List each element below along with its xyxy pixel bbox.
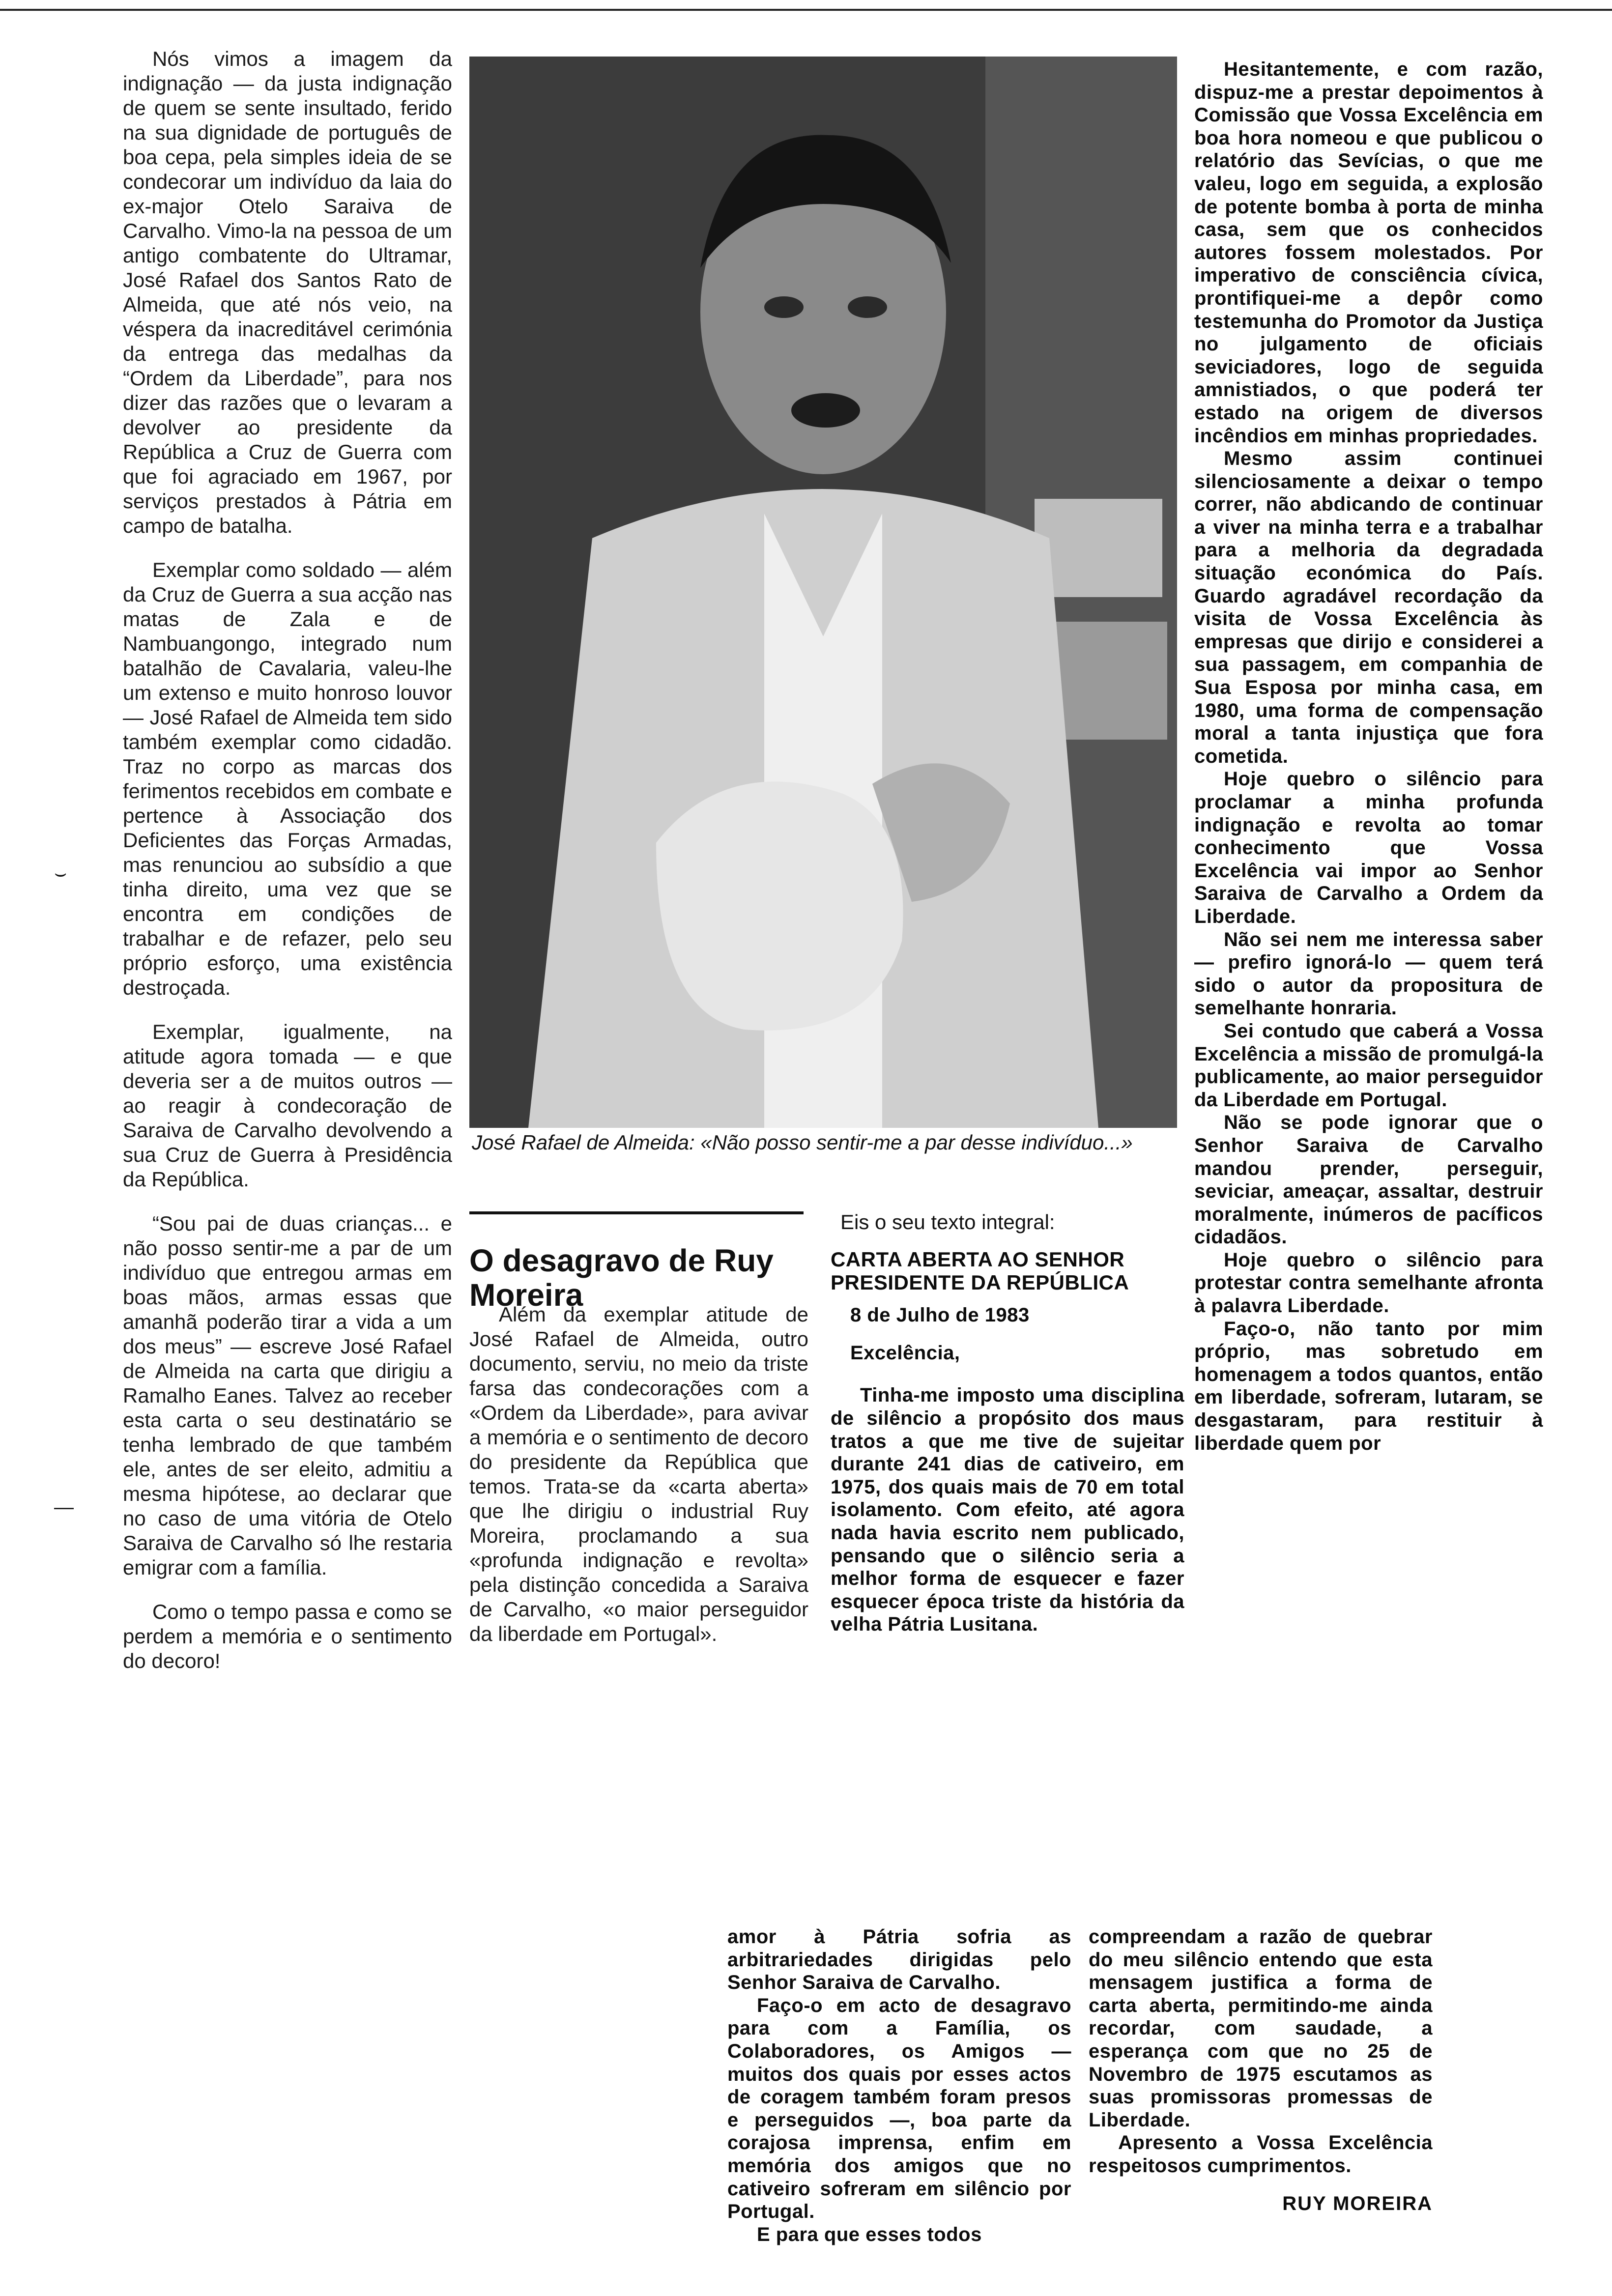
- letter-paragraph: Hoje quebro o silêncio para proclamar a minha profunda indignação e revolta ao tomar conhecimento que Vossa Excelência vai impor ao Senhor Saraiva de Carvalho a Ordem da Liberdade.: [1194, 768, 1543, 927]
- margin-mark: ⌣: [54, 862, 67, 884]
- letter-paragraph: Faço-o, não tanto por mim próprio, mas sobretudo em homenagem a todos quantos, então em liberdade, sofreram, lutaram, se desgastaram, para restituir à liberdade quem por: [1194, 1318, 1543, 1454]
- letter-paragraph: Hesitantemente, e com razão, dispuz-me a prestar depoimentos à Comissão que Vossa Excelência em boa hora nomeou e que publicou o relatório das Sevícias, o que me valeu, logo em seguida, a explosão de potente bomba à porta de minha casa, sem que os conhecidos autores fossem molestados. Por imperativo de consciência cívica, prontifiquei-me a depôr como testemunha do Promotor da Justiça no julgamento de oficiais seviciadores, logo de seguida amnistiados, o que poderá ter estado na origem de diversos incêndios em minhas propriedades.: [1194, 58, 1543, 447]
- letter-paragraph: compreendam a razão de quebrar do meu silêncio entendo que esta mensagem justifica a forma de carta aberta, permitindo-me ainda recordar, com saudade, a esperança com que no 25 de Novembro de 1975 escutamos as suas promissoras promessas de Liberdade.: [1089, 1926, 1433, 2131]
- heading-rule: [469, 1211, 804, 1214]
- article-paragraph: “Sou pai de duas crianças... e não posso sentir-me a par de um indivíduo que entregou armas em boas mãos, armas essas que amanhã poderão tirar a vida a um dos meus” — escreve José Rafael de Almeida na carta que dirigiu a Ramalho Eanes. Talvez ao receber esta carta o seu destinatário se tenha lembrado de que também ele, antes de ser eleito, admitiu a mesma hipótese, ao declarar que no caso de uma vitória de Otelo Saraiva de Carvalho só lhe restaria emigrar com a família.: [123, 1212, 452, 1579]
- letter-paragraph: amor à Pátria sofria as arbitrariedades dirigidas pelo Senhor Saraiva de Carvalho.: [727, 1926, 1071, 1994]
- letter-column-bottom-right: [1089, 1925, 1433, 2215]
- portrait-photo: [469, 57, 1177, 1128]
- letter-signature: RUY MOREIRA: [1282, 2192, 1433, 2214]
- letter-paragraph: Faço-o em acto de desagravo para com a Família, os Colaboradores, os Amigos — muitos dos quais por esses actos de coragem também foram presos e perseguidos —, boa parte da corajosa imprensa, enfim em memória dos amigos que no cativeiro sofreram em silêncio por Portugal.: [727, 1994, 1071, 2223]
- letter-column-right: [1194, 58, 1543, 1455]
- letter-paragraph: Hoje quebro o silêncio para protestar contra semelhante afronta à palavra Liberdade.: [1194, 1249, 1543, 1317]
- letter-paragraph: Tinha-me imposto uma disciplina de silêncio a propósito dos maus tratos a que me tive de sujeitar durante 241 dias de cativeiro, em 1975, dos quais mais de 70 em total isolamento. Com efeito, até agora nada havia escrito nem publicado, pensando que o silêncio seria a melhor forma de esquecer e fazer esquecer época triste da história da velha Pátria Lusitana.: [831, 1384, 1184, 1636]
- article-column-middle: [469, 1302, 808, 1666]
- letter-column-start: [831, 1248, 1184, 1636]
- letter-title: CARTA ABERTA AO SENHOR PRESIDENTE DA REPÚBLICA: [831, 1248, 1129, 1294]
- article-paragraph: Além da exemplar atitude de José Rafael de Almeida, outro documento, serviu, no meio da triste farsa das condecorações com a «Ordem da Liberdade», para avivar a memória e o sentimento de decoro do presidente da República que temos. Trata-se da «carta aberta» que lhe dirigiu o industrial Ruy Moreira, proclamando a sua «profunda indignação e revolta» pela distinção concedida a Saraiva de Carvalho, «o maior perseguidor da liberdade em Portugal».: [469, 1303, 808, 1645]
- article-column-left: [123, 47, 452, 1693]
- letter-paragraph: Sei contudo que caberá a Vossa Excelência a missão de promulgá-la publicamente, ao maior perseguidor da Liberdade em Portugal.: [1194, 1020, 1543, 1111]
- letter-paragraph: Mesmo assim continuei silenciosamente a deixar o tempo correr, não abdicando de continuar a viver na minha terra e a trabalhar para a melhoria da degradada situação económica do País. Guardo agradável recordação da visita de Vossa Excelência às empresas que dirijo e considerei a sua passagem, em companhia de Sua Esposa por minha casa, em 1980, uma forma de compensação moral a tanta injustiça que fora cometida.: [1194, 448, 1543, 767]
- letter-paragraph: E para que esses todos: [757, 2223, 982, 2245]
- portrait-illustration: [469, 57, 1177, 1128]
- letter-intro: Eis o seu texto integral:: [840, 1210, 1055, 1234]
- top-rule: [0, 9, 1612, 11]
- letter-salutation: Excelência,: [850, 1342, 960, 1364]
- photo-caption: José Rafael de Almeida: «Não posso sentir-me a par desse indivíduo...»: [472, 1131, 1133, 1154]
- letter-paragraph: Apresento a Vossa Excelência respeitosos cumprimentos.: [1089, 2132, 1433, 2177]
- article-paragraph: Exemplar como soldado — além da Cruz de Guerra a sua acção nas matas de Zala e de Nambuangongo, integrado num batalhão de Cavalaria, valeu-lhe um extenso e muito honroso louvor — José Rafael de Almeida tem sido também exemplar como cidadão. Traz no corpo as marcas dos ferimentos recebidos em combate e pertence à Associação dos Deficientes das Forças Armadas, mas renunciou ao subsídio a que tinha direito, uma vez que se encontra em condições de trabalhar e de refazer, pelo seu próprio esforço, uma existência destroçada.: [123, 558, 452, 999]
- letter-column-bottom-left: [727, 1925, 1071, 2246]
- letter-paragraph: Não se pode ignorar que o Senhor Saraiva de Carvalho mandou prender, perseguir, seviciar, ameaçar, assaltar, destruir moralmente, inúmeros de pacíficos cidadãos.: [1194, 1112, 1543, 1248]
- article-paragraph: Como o tempo passa e como se perdem a memória e o sentimento do decoro!: [123, 1600, 452, 1672]
- margin-mark: —: [54, 1496, 74, 1518]
- letter-date: 8 de Julho de 1983: [850, 1304, 1030, 1326]
- letter-paragraph: Não sei nem me interessa saber — prefiro ignorá-lo — quem terá sido o autor da propositura de semelhante honraria.: [1194, 928, 1543, 1019]
- article-paragraph: Nós vimos a imagem da indignação — da justa indignação de quem se sente insultado, ferido na sua dignidade de português de boa cepa, pela simples ideia de se condecorar um indivíduo da laia do ex-major Otelo Saraiva de Carvalho. Vimo-la na pessoa de um antigo combatente do Ultramar, José Rafael dos Santos Rato de Almeida, que até nós veio, na véspera da inacreditável cerimónia da entrega das medalhas da “Ordem da Liberdade”, para nos dizer das razões que o levaram a devolver ao presidente da República a Cruz de Guerra com que foi agraciado em 1967, por serviços prestados à Pátria em campo de batalha.: [123, 47, 452, 537]
- article-paragraph: Exemplar, igualmente, na atitude agora tomada — e que deveria ser a de muitos outros — ao reagir à condecoração de Saraiva de Carvalho devolvendo a sua Cruz de Guerra à Presidência da República.: [123, 1020, 452, 1191]
- article-heading: O desagravo de Ruy Moreira: [469, 1243, 774, 1313]
